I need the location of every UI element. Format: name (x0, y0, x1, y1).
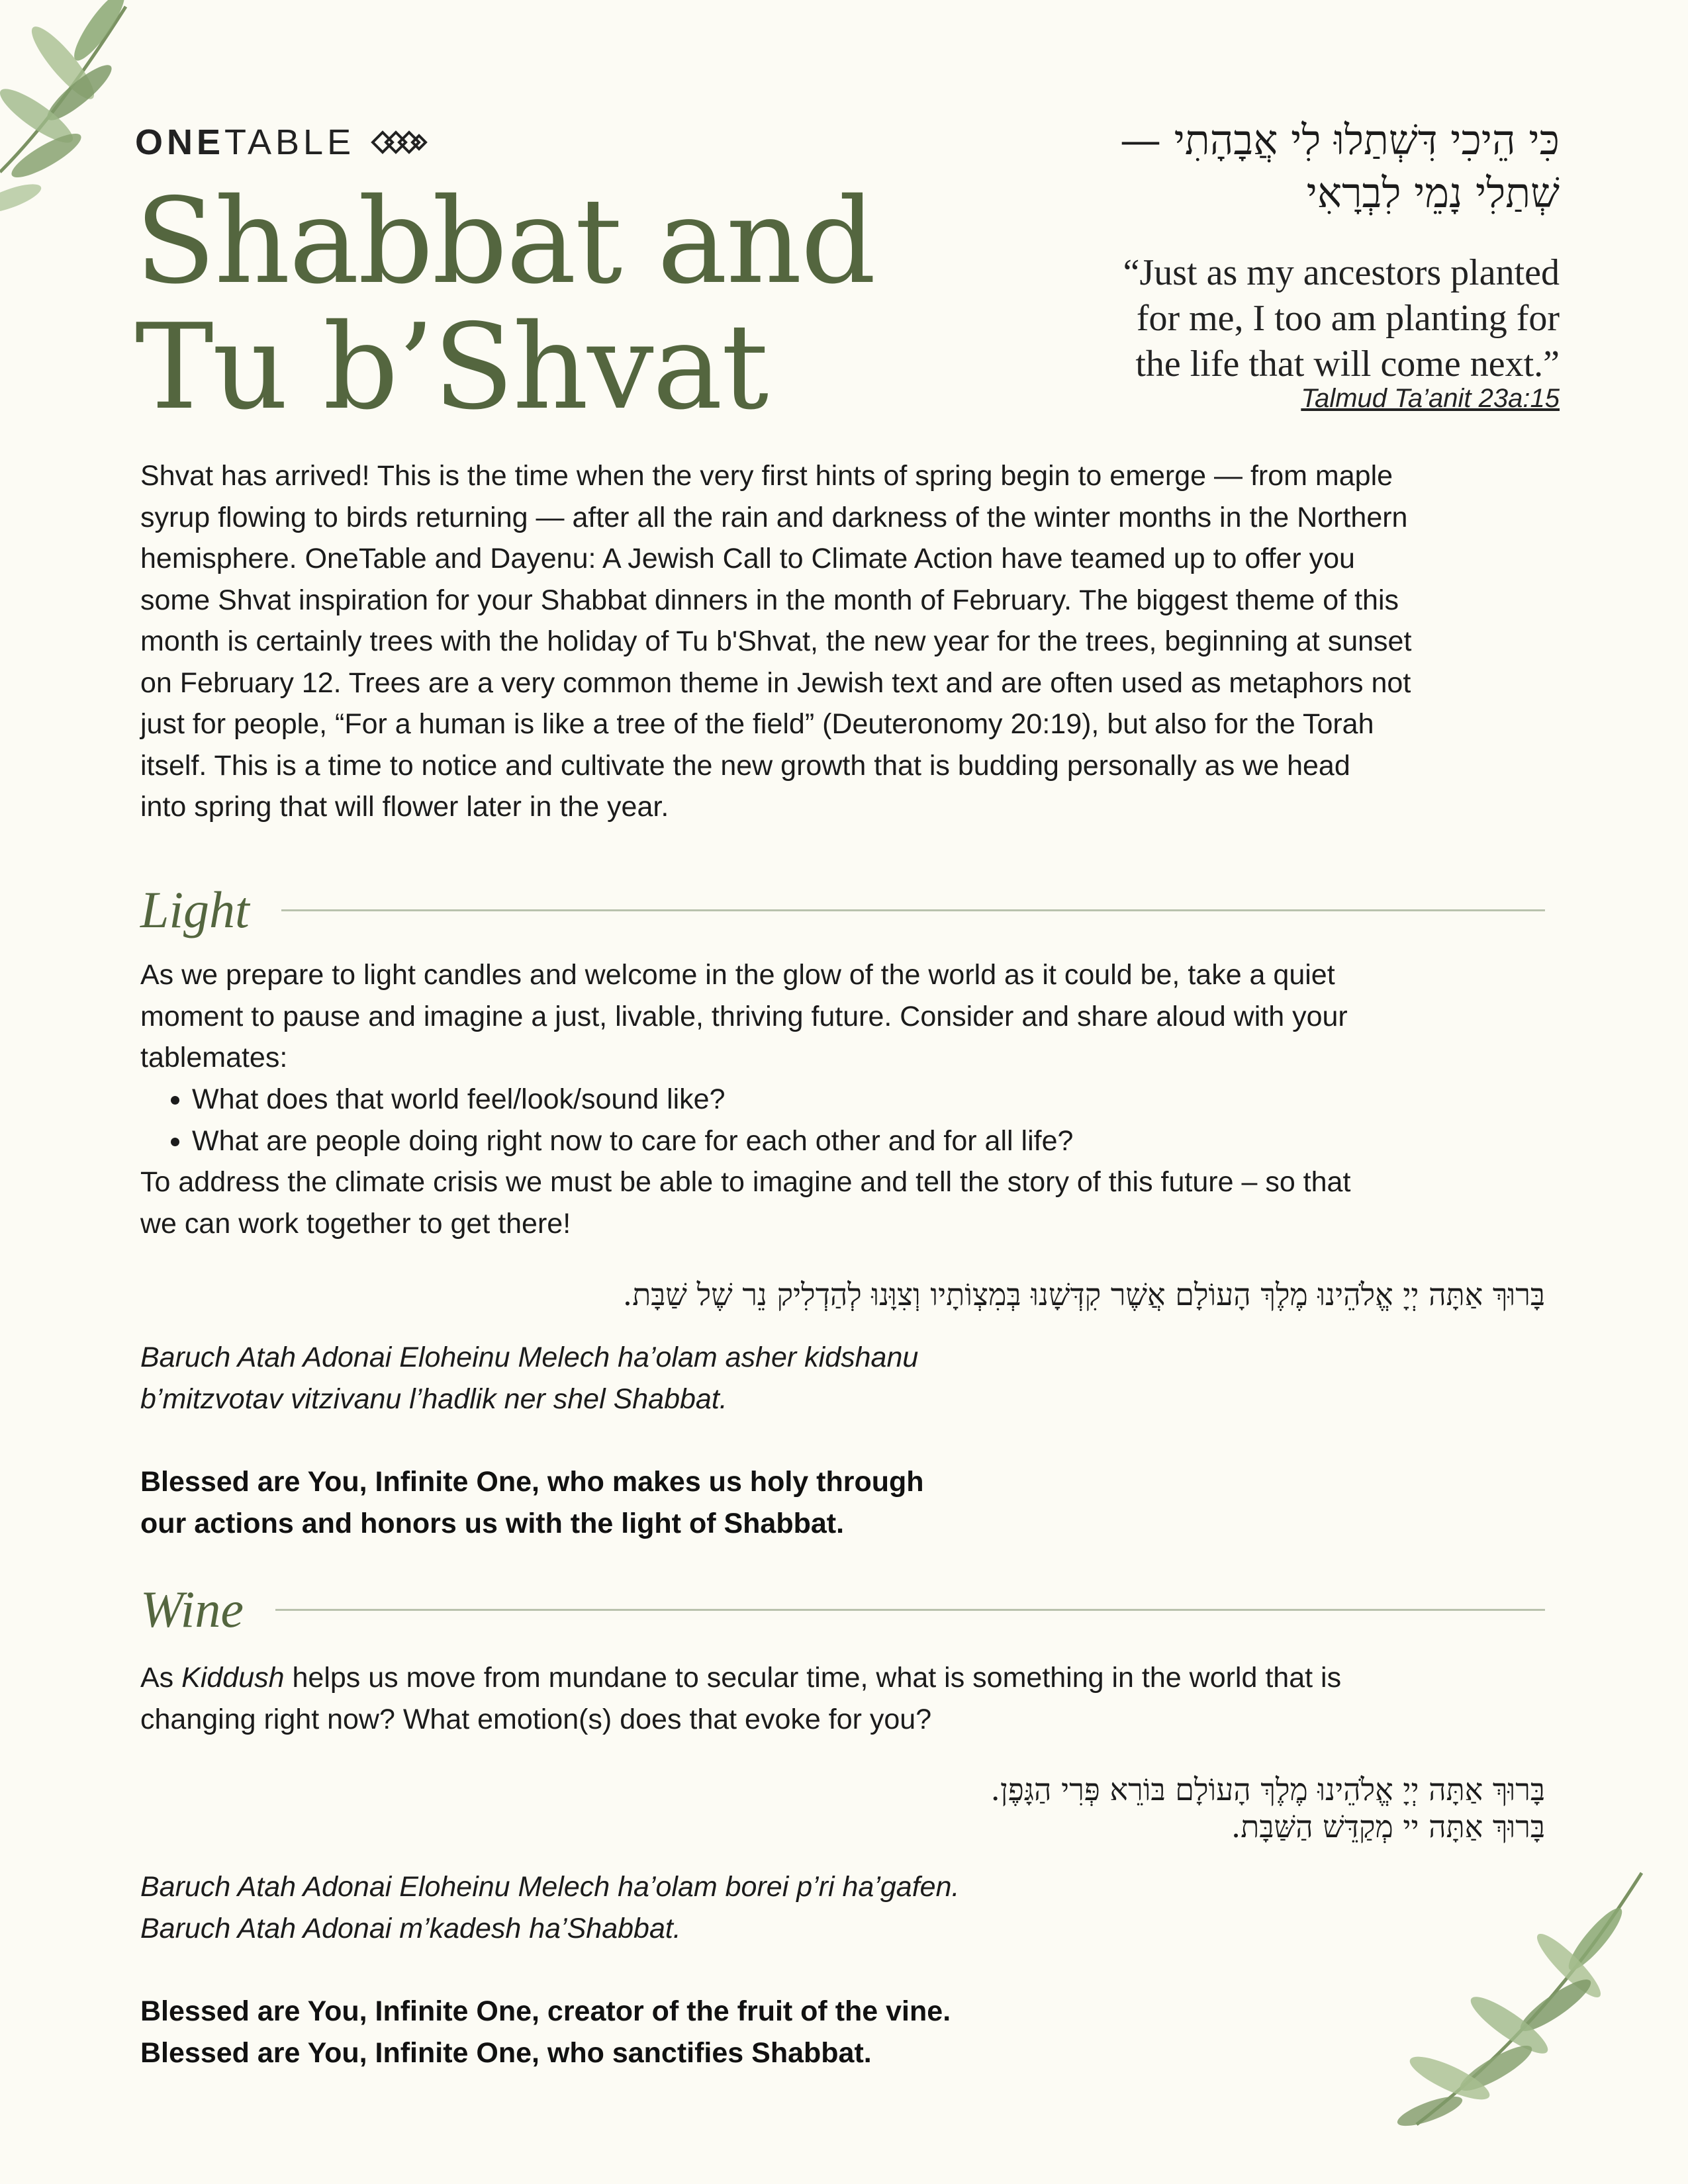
hebrew-quote: כִּי הֵיכִי דִּשְׁתַלוּ לִי אֲבָהָתִי — שְׁתַלִי נָמֵי לִבְרָאִי (1119, 116, 1560, 217)
light-section-header (140, 877, 1545, 943)
light-intro-paragraph: As we prepare to light candles and welcome in the glow of the world as it could be, take a quiet moment to pause and imagine a just, livable, thriving future. Consider and share aloud with your tablemates: (140, 959, 1348, 1073)
olive-branch-bottom-right-illustration (1377, 1866, 1668, 2131)
wine-intro-paragraph: As Kiddush helps us move from mundane to secular time, what is something in the world that is changing right now? What emotion(s) does that evoke for you? (140, 1662, 1342, 1735)
list-item: • What are people doing right now to care for each other and for all life? (192, 1120, 1073, 1162)
page-title: Shabbat and Tu b’Shvat (135, 173, 875, 435)
candle-blessing-english: Blessed are You, Infinite One, who makes us holy through our actions and honors us with the light of Shabbat. (140, 1466, 924, 1539)
light-question-list (140, 1079, 1073, 1161)
section-divider (281, 909, 1545, 911)
onetable-logo (135, 122, 429, 163)
candle-blessing-hebrew: בָּרוּךְ אַתָּה יְיָ אֱלֹהֵינוּ מֶלֶךְ הָעוֹלָם אֲשֶׁר קִדְּשָׁנוּ בְּמִצְוֹתָיו וְצִוָּנוּ לְהַדְלִיק נֵר שֶׁל שַׁבָּת. (622, 1277, 1545, 1312)
knot-logo-icon (369, 129, 429, 156)
candle-blessing-transliteration: Baruch Atah Adonai Eloheinu Melech ha’olam asher kidshanu b’mitzvotav vitzivanu l’hadlik ner shel Shabbat. (140, 1342, 919, 1415)
light-outro-paragraph: To address the climate crisis we must be able to imagine and tell the story of this future – so that we can work together to get there! (140, 1166, 1351, 1240)
kiddush-blessing-english: Blessed are You, Infinite One, creator of the fruit of the vine. Blessed are You, Infinite One, who sanctifies Shabbat. (140, 1995, 951, 2069)
wine-section-header (140, 1576, 1545, 1643)
list-item: • What does that world feel/look/sound like? (192, 1079, 1073, 1120)
quote-citation: Talmud Ta’anit 23a:15 (1301, 384, 1560, 413)
english-quote: “Just as my ancestors planted for me, I too am planting for the life that will come next.” (1123, 252, 1560, 385)
section-divider (275, 1609, 1545, 1611)
light-heading: Light (140, 881, 250, 938)
kiddush-blessing-hebrew: בָּרוּךְ אַתָּה יְיָ אֱלֹהֵינוּ מֶלֶךְ הָעוֹלָם בּוֹרֵא פְּרִי הַגָּפֶן. בָּרוּךְ אַתָּה יי מְקַדֵּשׁ הַשַּׁבָּת. (990, 1772, 1545, 1844)
wine-heading: Wine (140, 1580, 244, 1638)
intro-paragraph: Shvat has arrived! This is the time when the very first hints of spring begin to emerge — from maple syrup flowing to birds returning — after all the rain and darkness of the winter months in the Northern hemisphere. OneTable and Dayenu: A Jewish Call to Climate Action have teamed up to offer you some Shvat inspiration for your Shabbat dinners in the month of February. The biggest theme of this month is certainly trees with the holiday of Tu b'Shvat, the new year for the trees, beginning at sunset on February 12. Trees are a very common theme in Jewish text and are often used as metaphors not just for people, “For a human is like a tree of the field” (Deuteronomy 20:19), but also for the Torah itself. This is a time to notice and cultivate the new growth that is budding personally as we head into spring that will flower later in the year. (140, 460, 1412, 823)
logo-wordmark: ONETABLE (135, 122, 355, 162)
kiddush-blessing-transliteration: Baruch Atah Adonai Eloheinu Melech ha’olam borei p’ri ha’gafen. Baruch Atah Adonai m’kadesh ha’Shabbat. (140, 1871, 960, 1944)
olive-branch-top-left-illustration (0, 0, 132, 238)
